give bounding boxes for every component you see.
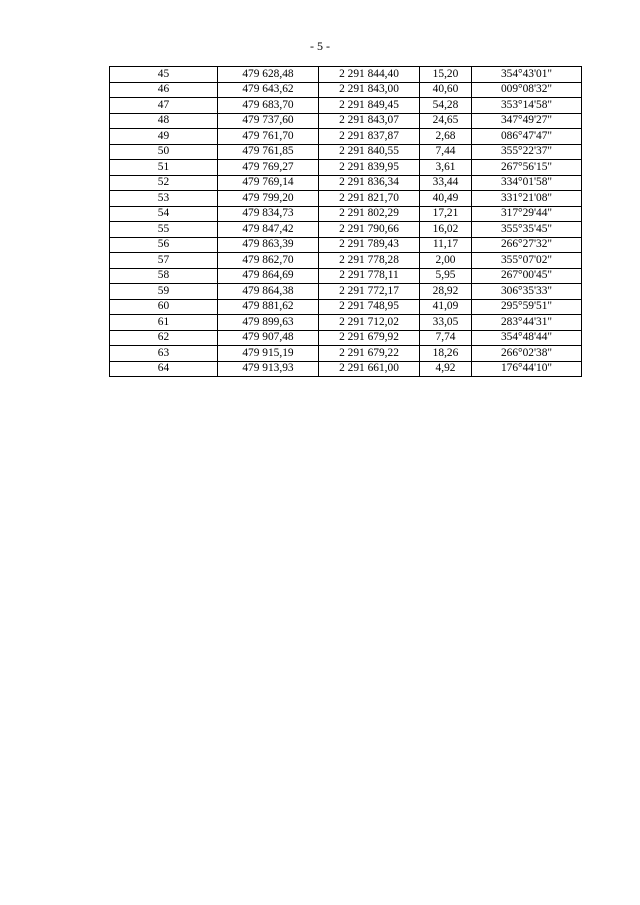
y-coordinate-cell: 2 291 844,40 — [319, 67, 420, 83]
distance-cell: 24,65 — [420, 113, 472, 129]
y-coordinate-cell: 2 291 772,17 — [319, 284, 420, 300]
x-coordinate-cell: 479 864,38 — [218, 284, 319, 300]
distance-cell: 41,09 — [420, 299, 472, 315]
bearing-cell: 354°43'01" — [472, 67, 582, 83]
y-coordinate-cell: 2 291 839,95 — [319, 160, 420, 176]
table-row — [110, 361, 582, 377]
table-row — [110, 222, 582, 238]
distance-cell: 17,21 — [420, 206, 472, 222]
x-coordinate-cell: 479 737,60 — [218, 113, 319, 129]
table-row — [110, 144, 582, 160]
x-coordinate-cell: 479 913,93 — [218, 361, 319, 377]
bearing-cell: 347°49'27" — [472, 113, 582, 129]
y-coordinate-cell: 2 291 790,66 — [319, 222, 420, 238]
point-number-cell: 62 — [110, 330, 218, 346]
point-number-cell: 45 — [110, 67, 218, 83]
distance-cell: 2,68 — [420, 129, 472, 145]
point-number-cell: 53 — [110, 191, 218, 207]
y-coordinate-cell: 2 291 778,11 — [319, 268, 420, 284]
x-coordinate-cell: 479 847,42 — [218, 222, 319, 238]
bearing-cell: 334°01'58" — [472, 175, 582, 191]
bearing-cell: 267°56'15" — [472, 160, 582, 176]
bearing-cell: 086°47'47" — [472, 129, 582, 145]
x-coordinate-cell: 479 643,62 — [218, 82, 319, 98]
x-coordinate-cell: 479 863,39 — [218, 237, 319, 253]
x-coordinate-cell: 479 799,20 — [218, 191, 319, 207]
point-number-cell: 58 — [110, 268, 218, 284]
y-coordinate-cell: 2 291 679,92 — [319, 330, 420, 346]
y-coordinate-cell: 2 291 748,95 — [319, 299, 420, 315]
point-number-cell: 49 — [110, 129, 218, 145]
x-coordinate-cell: 479 899,63 — [218, 315, 319, 331]
x-coordinate-cell: 479 683,70 — [218, 98, 319, 114]
table-row — [110, 98, 582, 114]
y-coordinate-cell: 2 291 849,45 — [319, 98, 420, 114]
table-row — [110, 160, 582, 176]
y-coordinate-cell: 2 291 679,22 — [319, 346, 420, 362]
bearing-cell: 317°29'44" — [472, 206, 582, 222]
bearing-cell: 267°00'45" — [472, 268, 582, 284]
y-coordinate-cell: 2 291 843,07 — [319, 113, 420, 129]
distance-cell: 33,05 — [420, 315, 472, 331]
table-row — [110, 191, 582, 207]
y-coordinate-cell: 2 291 802,29 — [319, 206, 420, 222]
distance-cell: 18,26 — [420, 346, 472, 362]
page-number: - 5 - — [310, 39, 330, 53]
table-row — [110, 268, 582, 284]
coordinates-table — [109, 66, 582, 377]
point-number-cell: 52 — [110, 175, 218, 191]
distance-cell: 4,92 — [420, 361, 472, 377]
bearing-cell: 009°08'32" — [472, 82, 582, 98]
point-number-cell: 64 — [110, 361, 218, 377]
distance-cell: 5,95 — [420, 268, 472, 284]
point-number-cell: 56 — [110, 237, 218, 253]
distance-cell: 40,49 — [420, 191, 472, 207]
x-coordinate-cell: 479 881,62 — [218, 299, 319, 315]
point-number-cell: 50 — [110, 144, 218, 160]
x-coordinate-cell: 479 761,70 — [218, 129, 319, 145]
table-row — [110, 237, 582, 253]
y-coordinate-cell: 2 291 837,87 — [319, 129, 420, 145]
bearing-cell: 295°59'51" — [472, 299, 582, 315]
y-coordinate-cell: 2 291 821,70 — [319, 191, 420, 207]
x-coordinate-cell: 479 862,70 — [218, 253, 319, 269]
point-number-cell: 51 — [110, 160, 218, 176]
x-coordinate-cell: 479 915,19 — [218, 346, 319, 362]
coordinates-table-body — [110, 67, 582, 377]
x-coordinate-cell: 479 834,73 — [218, 206, 319, 222]
table-row — [110, 299, 582, 315]
y-coordinate-cell: 2 291 843,00 — [319, 82, 420, 98]
point-number-cell: 63 — [110, 346, 218, 362]
y-coordinate-cell: 2 291 836,34 — [319, 175, 420, 191]
x-coordinate-cell: 479 769,14 — [218, 175, 319, 191]
bearing-cell: 266°02'38" — [472, 346, 582, 362]
x-coordinate-cell: 479 769,27 — [218, 160, 319, 176]
table-row — [110, 330, 582, 346]
distance-cell: 33,44 — [420, 175, 472, 191]
x-coordinate-cell: 479 628,48 — [218, 67, 319, 83]
distance-cell: 15,20 — [420, 67, 472, 83]
bearing-cell: 355°07'02" — [472, 253, 582, 269]
distance-cell: 3,61 — [420, 160, 472, 176]
distance-cell: 40,60 — [420, 82, 472, 98]
distance-cell: 54,28 — [420, 98, 472, 114]
bearing-cell: 283°44'31" — [472, 315, 582, 331]
table-row — [110, 82, 582, 98]
table-row — [110, 284, 582, 300]
x-coordinate-cell: 479 907,48 — [218, 330, 319, 346]
point-number-cell: 46 — [110, 82, 218, 98]
table-row — [110, 67, 582, 83]
point-number-cell: 61 — [110, 315, 218, 331]
point-number-cell: 59 — [110, 284, 218, 300]
table-row — [110, 206, 582, 222]
y-coordinate-cell: 2 291 789,43 — [319, 237, 420, 253]
point-number-cell: 55 — [110, 222, 218, 238]
point-number-cell: 54 — [110, 206, 218, 222]
point-number-cell: 47 — [110, 98, 218, 114]
bearing-cell: 353°14'58" — [472, 98, 582, 114]
y-coordinate-cell: 2 291 661,00 — [319, 361, 420, 377]
y-coordinate-cell: 2 291 712,02 — [319, 315, 420, 331]
distance-cell: 7,44 — [420, 144, 472, 160]
bearing-cell: 266°27'32" — [472, 237, 582, 253]
table-row — [110, 129, 582, 145]
distance-cell: 28,92 — [420, 284, 472, 300]
point-number-cell: 60 — [110, 299, 218, 315]
x-coordinate-cell: 479 864,69 — [218, 268, 319, 284]
table-row — [110, 346, 582, 362]
bearing-cell: 355°22'37" — [472, 144, 582, 160]
table-row — [110, 113, 582, 129]
x-coordinate-cell: 479 761,85 — [218, 144, 319, 160]
bearing-cell: 354°48'44" — [472, 330, 582, 346]
distance-cell: 16,02 — [420, 222, 472, 238]
point-number-cell: 48 — [110, 113, 218, 129]
table-row — [110, 253, 582, 269]
table-row — [110, 315, 582, 331]
bearing-cell: 176°44'10" — [472, 361, 582, 377]
bearing-cell: 331°21'08" — [472, 191, 582, 207]
point-number-cell: 57 — [110, 253, 218, 269]
y-coordinate-cell: 2 291 778,28 — [319, 253, 420, 269]
distance-cell: 2,00 — [420, 253, 472, 269]
y-coordinate-cell: 2 291 840,55 — [319, 144, 420, 160]
distance-cell: 7,74 — [420, 330, 472, 346]
bearing-cell: 355°35'45" — [472, 222, 582, 238]
table-row — [110, 175, 582, 191]
distance-cell: 11,17 — [420, 237, 472, 253]
bearing-cell: 306°35'33" — [472, 284, 582, 300]
